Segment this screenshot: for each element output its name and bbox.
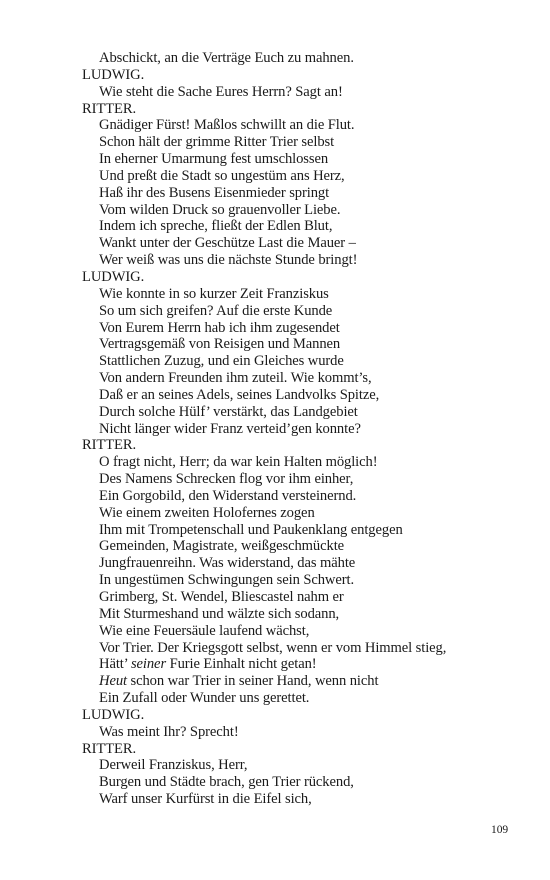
page-number: 109 [491, 824, 508, 836]
speaker-name: RITTER. [82, 740, 137, 757]
verse-line: Warf unser Kurfürst in die Eifel sich, [99, 791, 312, 808]
verse-line [82, 673, 522, 690]
speaker-name: RITTER. [82, 437, 137, 454]
verse-line: Haß ihr des Busens Eisenmieder springt [99, 184, 330, 201]
verse-line: In eherner Umarmung fest umschlossen [99, 151, 329, 168]
verse-line: Burgen und Städte brach, gen Trier rückend, [99, 774, 354, 791]
speaker-name: LUDWIG. [82, 268, 145, 285]
verse-line: Vom wilden Druck so grauenvoller Liebe. [99, 201, 341, 218]
verse-line: Was meint Ihr? Sprecht! [99, 723, 239, 740]
verse-line: Derweil Franziskus, Herr, [99, 757, 248, 774]
verse-line: Durch solche Hülf’ verstärkt, das Landgebiet [99, 403, 358, 420]
verse-line: Gemeinden, Magistrate, weißgeschmückte [99, 538, 345, 555]
verse-line: Wankt unter der Geschütze Last die Mauer – [99, 235, 356, 252]
verse-line: Wie einem zweiten Holofernes zogen [99, 504, 315, 521]
verse-line: Vor Trier. Der Kriegsgott selbst, wenn er vom Himmel stieg, [99, 639, 447, 656]
speaker-name: LUDWIG. [82, 66, 145, 83]
emphasized-word: seiner [130, 656, 167, 673]
verse-line: Abschickt, an die Verträge Euch zu mahnen. [99, 50, 354, 66]
verse-line: O fragt nicht, Herr; da war kein Halten möglich! [99, 454, 378, 471]
verse-line: Vertragsgemäß von Reisigen und Mannen [99, 336, 341, 353]
verse-line: Ihm mit Trompetenschall und Paukenklang entgegen [99, 521, 403, 538]
verse-line: Ein Gorgobild, den Widerstand versteinernd. [99, 487, 357, 504]
play-text [82, 50, 522, 808]
verse-line: Stattlichen Zuzug, und ein Gleiches wurde [99, 353, 344, 370]
verse-line: Von Eurem Herrn hab ich ihm zugesendet [99, 319, 340, 336]
verse-text: Furie Einhalt nicht getan! [166, 656, 317, 673]
speaker-name: LUDWIG. [82, 706, 145, 723]
verse-line: Jungfrauenreihn. Was widerstand, das mähte [99, 555, 356, 572]
verse-line: So um sich greifen? Auf die erste Kunde [99, 302, 333, 319]
verse-line [82, 656, 522, 673]
verse-line: In ungestümen Schwingungen sein Schwert. [99, 572, 354, 589]
verse-line: Wie eine Feuersäule laufend wächst, [99, 622, 310, 639]
verse-line: Des Namens Schrecken flog vor ihm einher, [99, 471, 354, 488]
verse-line: Gnädiger Fürst! Maßlos schwillt an die Flut. [99, 117, 355, 134]
verse-line: Nicht länger wider Franz verteid’gen konnte? [99, 420, 361, 437]
verse-line: Daß er an seines Adels, seines Landvolks Spitze, [99, 386, 380, 403]
verse-line: Ein Zufall oder Wunder uns gerettet. [99, 690, 310, 707]
speaker-name: RITTER. [82, 100, 137, 117]
verse-line: Wie steht die Sache Eures Herrn? Sagt an! [99, 83, 343, 100]
verse-text: schon war Trier in seiner Hand, wenn nicht [126, 673, 379, 690]
emphasized-word: Heut [99, 673, 127, 690]
verse-line: Mit Sturmeshand und wälzte sich sodann, [99, 605, 340, 622]
verse-line: Grimberg, St. Wendel, Bliescastel nahm er [99, 589, 344, 605]
verse-line: Wer weiß was uns die nächste Stunde bringt! [99, 252, 358, 269]
verse-line: Wie konnte in so kurzer Zeit Franziskus [99, 285, 329, 302]
verse-text: Hätt’ [99, 656, 131, 673]
verse-line: Indem ich spreche, fließt der Edlen Blut, [99, 218, 333, 235]
verse-line: Schon hält der grimme Ritter Trier selbst [99, 134, 335, 151]
verse-line: Und preßt die Stadt so ungestüm ans Herz, [99, 167, 345, 184]
verse-line: Von andern Freunden ihm zuteil. Wie kommt’s, [99, 370, 372, 387]
